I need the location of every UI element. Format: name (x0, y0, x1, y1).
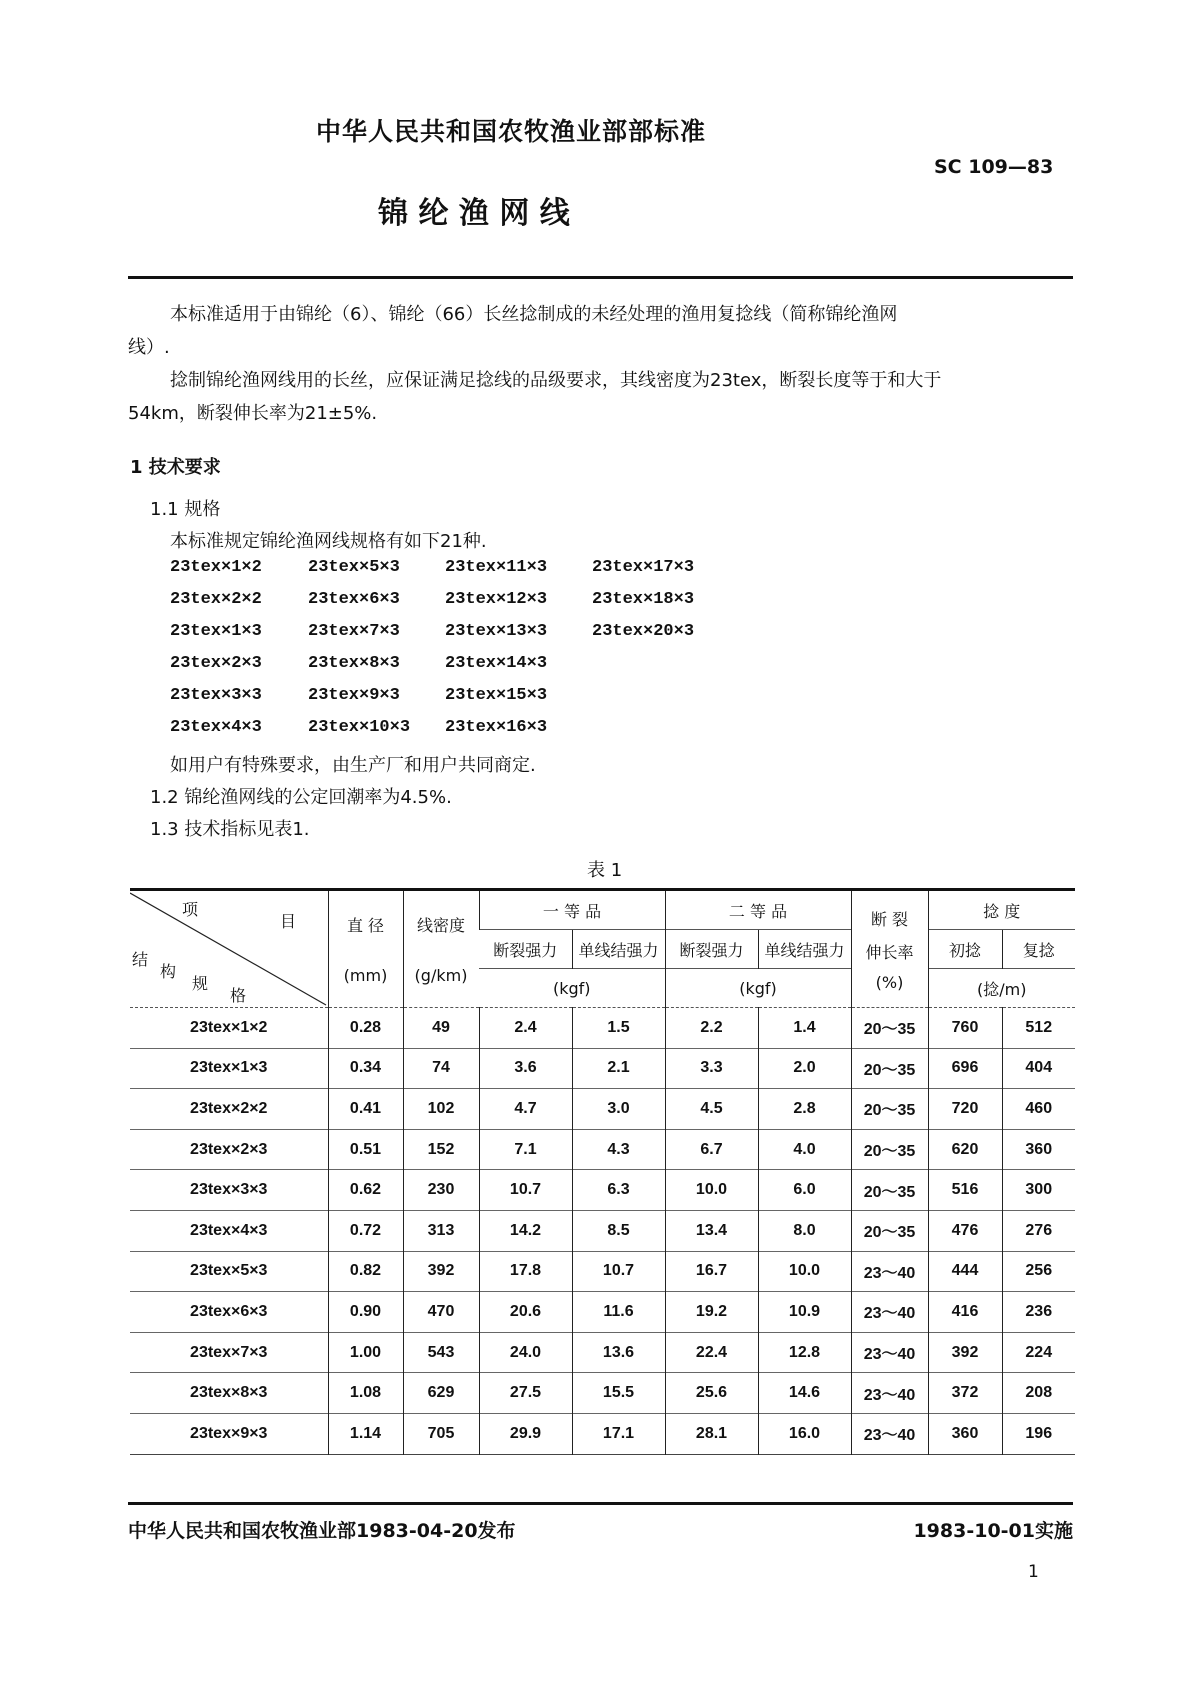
table-cell: 208 (1002, 1373, 1075, 1414)
table-cell: 516 (928, 1170, 1002, 1211)
table-cell: 0.90 (328, 1292, 403, 1333)
spec-item: 23tex×3×3 (170, 686, 262, 705)
technical-specs-table (130, 888, 1075, 1455)
table-cell: 3.0 (572, 1089, 665, 1130)
section-1-1-note: 如用户有特殊要求，由生产厂和用户共同商定. (170, 755, 536, 776)
table-row (130, 1251, 1075, 1292)
table-cell: 23tex×3×3 (130, 1170, 328, 1211)
table-cell: 512 (1002, 1008, 1075, 1049)
spec-item: 23tex×13×3 (445, 622, 548, 641)
table-cell: 1.00 (328, 1332, 403, 1373)
intro-p1-line1: 本标准适用于由锦纶（6）、锦纶（66）长丝捻制成的未经处理的渔用复捻线（简称锦纶渔网 (170, 304, 898, 325)
table-cell: 8.0 (758, 1210, 851, 1251)
table-cell: 392 (928, 1332, 1002, 1373)
grade2-header: 二 等 品 (665, 890, 851, 930)
table-cell: 23tex×7×3 (130, 1332, 328, 1373)
table-cell: 24.0 (479, 1332, 572, 1373)
table-cell: 236 (1002, 1292, 1075, 1333)
table-cell: 392 (403, 1251, 479, 1292)
table-cell: 20～35 (851, 1048, 928, 1089)
table-row (130, 1170, 1075, 1211)
intro-p2-line1: 捻制锦纶渔网线用的长丝，应保证满足捻线的品级要求，其线密度为23tex，断裂长度等于和大于 (170, 370, 942, 391)
spec-item: 23tex×5×3 (308, 558, 400, 577)
table-cell: 29.9 (479, 1413, 572, 1454)
spec-item: 23tex×1×2 (170, 558, 262, 577)
spec-item: 23tex×1×3 (170, 622, 262, 641)
table-cell: 10.7 (572, 1251, 665, 1292)
section-1-1-text: 本标准规定锦纶渔网线规格有如下21种. (170, 531, 487, 552)
table-cell: 470 (403, 1292, 479, 1333)
table-cell: 7.1 (479, 1129, 572, 1170)
table-cell: 0.41 (328, 1089, 403, 1130)
table-cell: 23～40 (851, 1292, 928, 1333)
table-cell: 152 (403, 1129, 479, 1170)
table-cell: 20～35 (851, 1170, 928, 1211)
spec-item: 23tex×7×3 (308, 622, 400, 641)
elongation-unit: (%) (875, 972, 904, 992)
spec-item: 23tex×14×3 (445, 654, 548, 673)
table-cell: 0.51 (328, 1129, 403, 1170)
twist-unit: (捻/m) (928, 969, 1075, 1008)
intro-p1-line2: 线）. (128, 337, 170, 358)
table-cell: 6.0 (758, 1170, 851, 1211)
section-1-heading: 1 技术要求 (130, 457, 221, 478)
table-cell: 23tex×2×2 (130, 1089, 328, 1130)
table-cell: 620 (928, 1129, 1002, 1170)
grade1-header: 一 等 品 (479, 890, 665, 930)
table-cell: 15.5 (572, 1373, 665, 1414)
spec-item: 23tex×2×2 (170, 590, 262, 609)
spec-item: 23tex×4×3 (170, 718, 262, 737)
table-cell: 74 (403, 1048, 479, 1089)
spec-item: 23tex×15×3 (445, 686, 548, 705)
table-row (130, 1048, 1075, 1089)
table-cell: 17.1 (572, 1413, 665, 1454)
table-cell: 23tex×4×3 (130, 1210, 328, 1251)
corner-item: 项 (182, 900, 199, 919)
table-cell: 102 (403, 1089, 479, 1130)
spec-item: 23tex×11×3 (445, 558, 548, 577)
table-cell: 2.2 (665, 1008, 758, 1049)
table-cell: 372 (928, 1373, 1002, 1414)
table-cell: 49 (403, 1008, 479, 1049)
table-cell: 16.0 (758, 1413, 851, 1454)
table-cell: 4.7 (479, 1089, 572, 1130)
table-cell: 0.34 (328, 1048, 403, 1089)
table-cell: 23～40 (851, 1332, 928, 1373)
table-row (130, 1332, 1075, 1373)
document-title: 锦 纶 渔 网 线 (378, 196, 570, 231)
table-cell: 4.0 (758, 1129, 851, 1170)
table-cell: 444 (928, 1251, 1002, 1292)
table-cell: 313 (403, 1210, 479, 1251)
corner-spec1: 规 (192, 974, 209, 993)
diameter-label: 直 径 (346, 916, 385, 935)
table-cell: 476 (928, 1210, 1002, 1251)
page-number: 1 (1028, 1562, 1039, 1582)
corner-struct2: 构 (160, 962, 177, 981)
table-cell: 2.4 (479, 1008, 572, 1049)
table-cell: 13.4 (665, 1210, 758, 1251)
spec-item: 23tex×10×3 (308, 718, 411, 737)
table-cell: 23tex×1×3 (130, 1048, 328, 1089)
table-cell: 276 (1002, 1210, 1075, 1251)
table-row (130, 1292, 1075, 1333)
table-cell: 1.14 (328, 1413, 403, 1454)
table-cell: 13.6 (572, 1332, 665, 1373)
section-1-3: 1.3 技术指标见表1. (150, 819, 310, 840)
corner-header (130, 890, 328, 1008)
table-cell: 20～35 (851, 1129, 928, 1170)
table-caption: 表 1 (587, 860, 623, 881)
table-cell: 2.8 (758, 1089, 851, 1130)
spec-item: 23tex×8×3 (308, 654, 400, 673)
g2-break-header: 断裂强力 (665, 930, 758, 969)
table-cell: 6.7 (665, 1129, 758, 1170)
table-row (130, 1413, 1075, 1454)
spec-item: 23tex×12×3 (445, 590, 548, 609)
section-1-1-heading: 1.1 规格 (150, 499, 221, 520)
table-cell: 23tex×1×2 (190, 1018, 268, 1036)
table-cell: 20～35 (851, 1210, 928, 1251)
g2-unit: (kgf) (665, 969, 851, 1008)
table-cell: 224 (1002, 1332, 1075, 1373)
table-cell: 8.5 (572, 1210, 665, 1251)
spec-item: 23tex×2×3 (170, 654, 262, 673)
corner-item2: 目 (280, 912, 297, 931)
table-cell: 2.0 (758, 1048, 851, 1089)
g1-knot-header: 单线结强力 (572, 930, 665, 969)
diagonal-line (130, 891, 328, 1007)
table-cell: 360 (928, 1413, 1002, 1454)
table-row (130, 1008, 1075, 1049)
effective-date: 1983-10-01实施 (913, 1520, 1073, 1542)
table-row (130, 1210, 1075, 1251)
table-cell: 230 (403, 1170, 479, 1211)
table-cell: 0.62 (328, 1170, 403, 1211)
diameter-unit: (mm) (343, 966, 388, 985)
table-cell: 19.2 (665, 1292, 758, 1333)
table-cell: 14.6 (758, 1373, 851, 1414)
footer-rule (128, 1502, 1073, 1505)
spec-item: 23tex×18×3 (592, 590, 695, 609)
elongation-header (851, 890, 928, 1008)
table-cell: 10.0 (665, 1170, 758, 1211)
table-row (130, 1129, 1075, 1170)
header-rule (128, 276, 1073, 279)
table-cell: 23tex×5×3 (130, 1251, 328, 1292)
table-cell: 11.6 (572, 1292, 665, 1333)
table-cell: 10.7 (479, 1170, 572, 1211)
density-label: 线密度 (416, 916, 465, 935)
table-cell: 20～35 (851, 1089, 928, 1130)
table-cell: 23～40 (851, 1413, 928, 1454)
table-cell: 6.3 (572, 1170, 665, 1211)
table-cell: 23tex×8×3 (130, 1373, 328, 1414)
table-cell: 16.7 (665, 1251, 758, 1292)
table-row (130, 1373, 1075, 1414)
density-unit: (g/km) (414, 966, 468, 985)
section-1-2: 1.2 锦纶渔网线的公定回潮率为4.5%. (150, 787, 452, 808)
elongation-label2: 伸长率 (865, 942, 914, 962)
table-cell: 629 (403, 1373, 479, 1414)
table-cell: 23tex×6×3 (130, 1292, 328, 1333)
table-cell: 4.5 (665, 1089, 758, 1130)
table-cell: 460 (1002, 1089, 1075, 1130)
twist-first-header: 初捻 (928, 930, 1002, 969)
corner-struct1: 结 (132, 950, 149, 969)
table-cell: 404 (1002, 1048, 1075, 1089)
table-cell: 543 (403, 1332, 479, 1373)
intro-p2-line2: 54km，断裂伸长率为21±5%. (128, 403, 378, 424)
table-cell: 10.9 (758, 1292, 851, 1333)
table-cell: 1.08 (328, 1373, 403, 1414)
table-cell: 196 (1002, 1413, 1075, 1454)
table-cell: 0.28 (328, 1008, 403, 1049)
table-cell: 696 (928, 1048, 1002, 1089)
twist-header: 捻 度 (928, 890, 1075, 930)
g1-unit: (kgf) (479, 969, 665, 1008)
table-cell: 23tex×2×3 (130, 1129, 328, 1170)
table-cell: 1.5 (572, 1008, 665, 1049)
corner-spec2: 格 (230, 986, 247, 1005)
table-cell: 256 (1002, 1251, 1075, 1292)
table-cell: 3.3 (665, 1048, 758, 1089)
table-cell: 20～35 (851, 1008, 928, 1049)
table-cell: 25.6 (665, 1373, 758, 1414)
table-cell: 720 (928, 1089, 1002, 1130)
table-cell: 760 (928, 1008, 1002, 1049)
table-cell: 23tex×9×3 (130, 1413, 328, 1454)
spec-item: 23tex×6×3 (308, 590, 400, 609)
table-cell: 300 (1002, 1170, 1075, 1211)
table-cell: 22.4 (665, 1332, 758, 1373)
diameter-header (328, 890, 403, 1008)
twist-second-header: 复捻 (1002, 930, 1075, 969)
table-cell: 0.82 (328, 1251, 403, 1292)
table-cell: 1.4 (758, 1008, 851, 1049)
table-cell: 28.1 (665, 1413, 758, 1454)
issuing-authority: 中华人民共和国农牧渔业部部标准 (316, 117, 707, 146)
table-cell: 23～40 (851, 1251, 928, 1292)
g2-knot-header: 单线结强力 (758, 930, 851, 969)
density-header (403, 890, 479, 1008)
table-row (130, 1089, 1075, 1130)
elongation-label1: 断 裂 (870, 909, 909, 929)
table-cell: 17.8 (479, 1251, 572, 1292)
spec-item: 23tex×20×3 (592, 622, 695, 641)
table-cell: 12.8 (758, 1332, 851, 1373)
table-cell: 4.3 (572, 1129, 665, 1170)
g1-break-header: 断裂强力 (479, 930, 572, 969)
issue-date: 中华人民共和国农牧渔业部1983-04-20发布 (128, 1520, 516, 1542)
table-cell: 0.72 (328, 1210, 403, 1251)
table-cell: 14.2 (479, 1210, 572, 1251)
table-cell: 705 (403, 1413, 479, 1454)
table-cell: 23～40 (851, 1373, 928, 1414)
table-cell: 10.0 (758, 1251, 851, 1292)
table-cell: 2.1 (572, 1048, 665, 1089)
spec-item: 23tex×16×3 (445, 718, 548, 737)
table-cell: 360 (1002, 1129, 1075, 1170)
table-cell: 27.5 (479, 1373, 572, 1414)
table-cell: 3.6 (479, 1048, 572, 1089)
standard-code: SC 109—83 (934, 156, 1054, 178)
table-cell: 20.6 (479, 1292, 572, 1333)
spec-item: 23tex×9×3 (308, 686, 400, 705)
table-cell: 416 (928, 1292, 1002, 1333)
spec-item: 23tex×17×3 (592, 558, 695, 577)
